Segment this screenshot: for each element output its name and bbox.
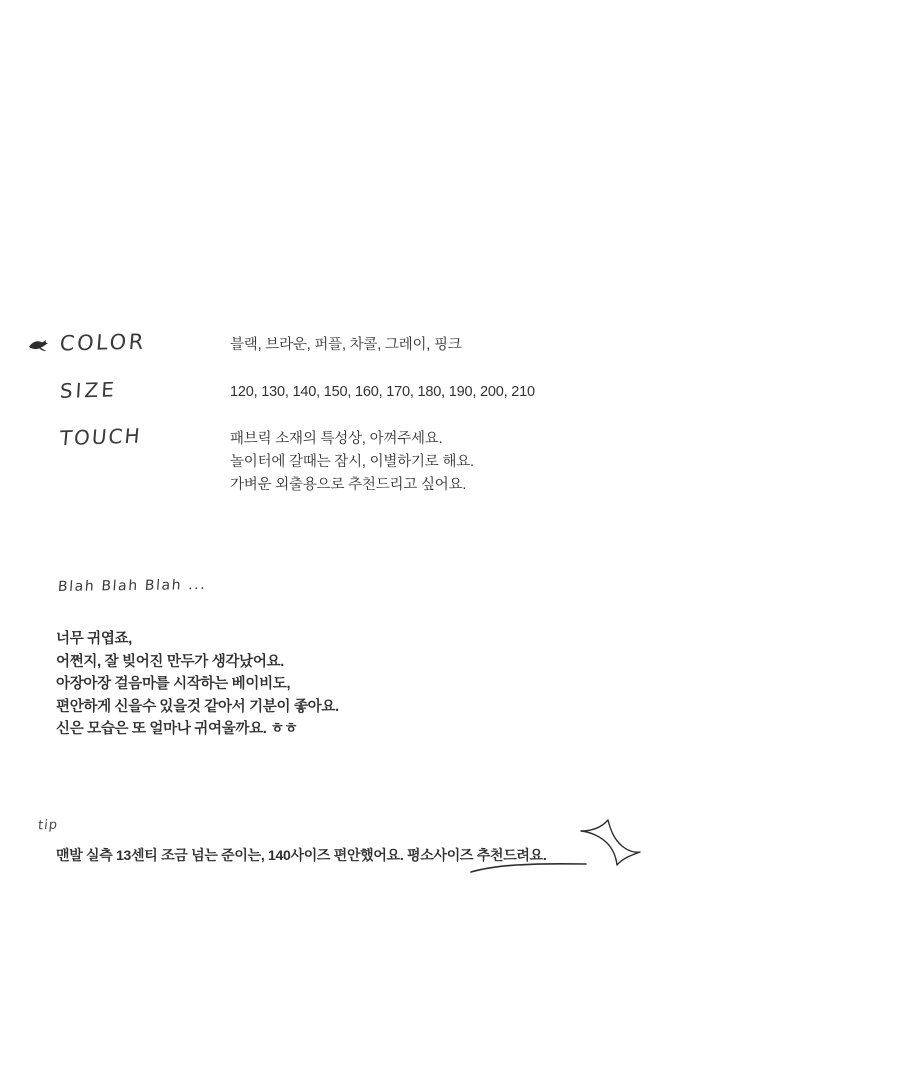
tip-label: tip — [37, 817, 59, 834]
spec-value-touch — [230, 424, 728, 497]
blah-heading: Blah Blah Blah ... — [57, 576, 208, 596]
spec-value-line: 블랙, 브라운, 퍼플, 차콜, 그레이, 핑크 — [230, 337, 462, 353]
spec-label-size: SIZE — [59, 377, 118, 403]
spec-value-line: 패브릭 소재의 특성상, 아껴주세요. — [230, 431, 443, 447]
body-line: 편안하게 신을수 있을것 같아서 기분이 좋아요. — [56, 698, 339, 715]
spec-value-color — [230, 330, 728, 357]
spec-label-touch: TOUCH — [58, 423, 143, 451]
tip-text: 맨발 실측 13센티 조금 넘는 준이는, 140사이즈 편안했어요. 평소사이즈 추천드려요. — [56, 847, 547, 863]
spec-value-line: 120, 130, 140, 150, 160, 170, 180, 190, 200, 210 — [230, 384, 535, 400]
spec-row-touch — [28, 424, 728, 497]
body-line: 어쩐지, 잘 빚어진 만두가 생각났어요. — [56, 653, 284, 670]
spec-value-size — [230, 377, 728, 404]
star-doodle-icon — [578, 818, 642, 870]
body-line: 아장아장 걸음마를 시작하는 베이비도, — [56, 676, 291, 692]
spec-row-color — [28, 330, 728, 357]
hand-underline-icon — [470, 862, 588, 874]
spec-label-color: COLOR — [58, 329, 147, 356]
body-line: 너무 귀엽죠, — [56, 631, 132, 647]
spec-block — [28, 330, 728, 517]
body-line: 신은 모습은 또 얼마나 귀여울까요. ㅎㅎ — [56, 721, 298, 737]
spec-value-line: 가벼운 외출용으로 추천드리고 싶어요. — [230, 477, 467, 493]
spec-value-line: 놀이터에 갈때는 잠시, 이별하기로 해요. — [230, 454, 474, 470]
spec-row-size — [28, 377, 728, 404]
blah-body — [56, 628, 339, 741]
